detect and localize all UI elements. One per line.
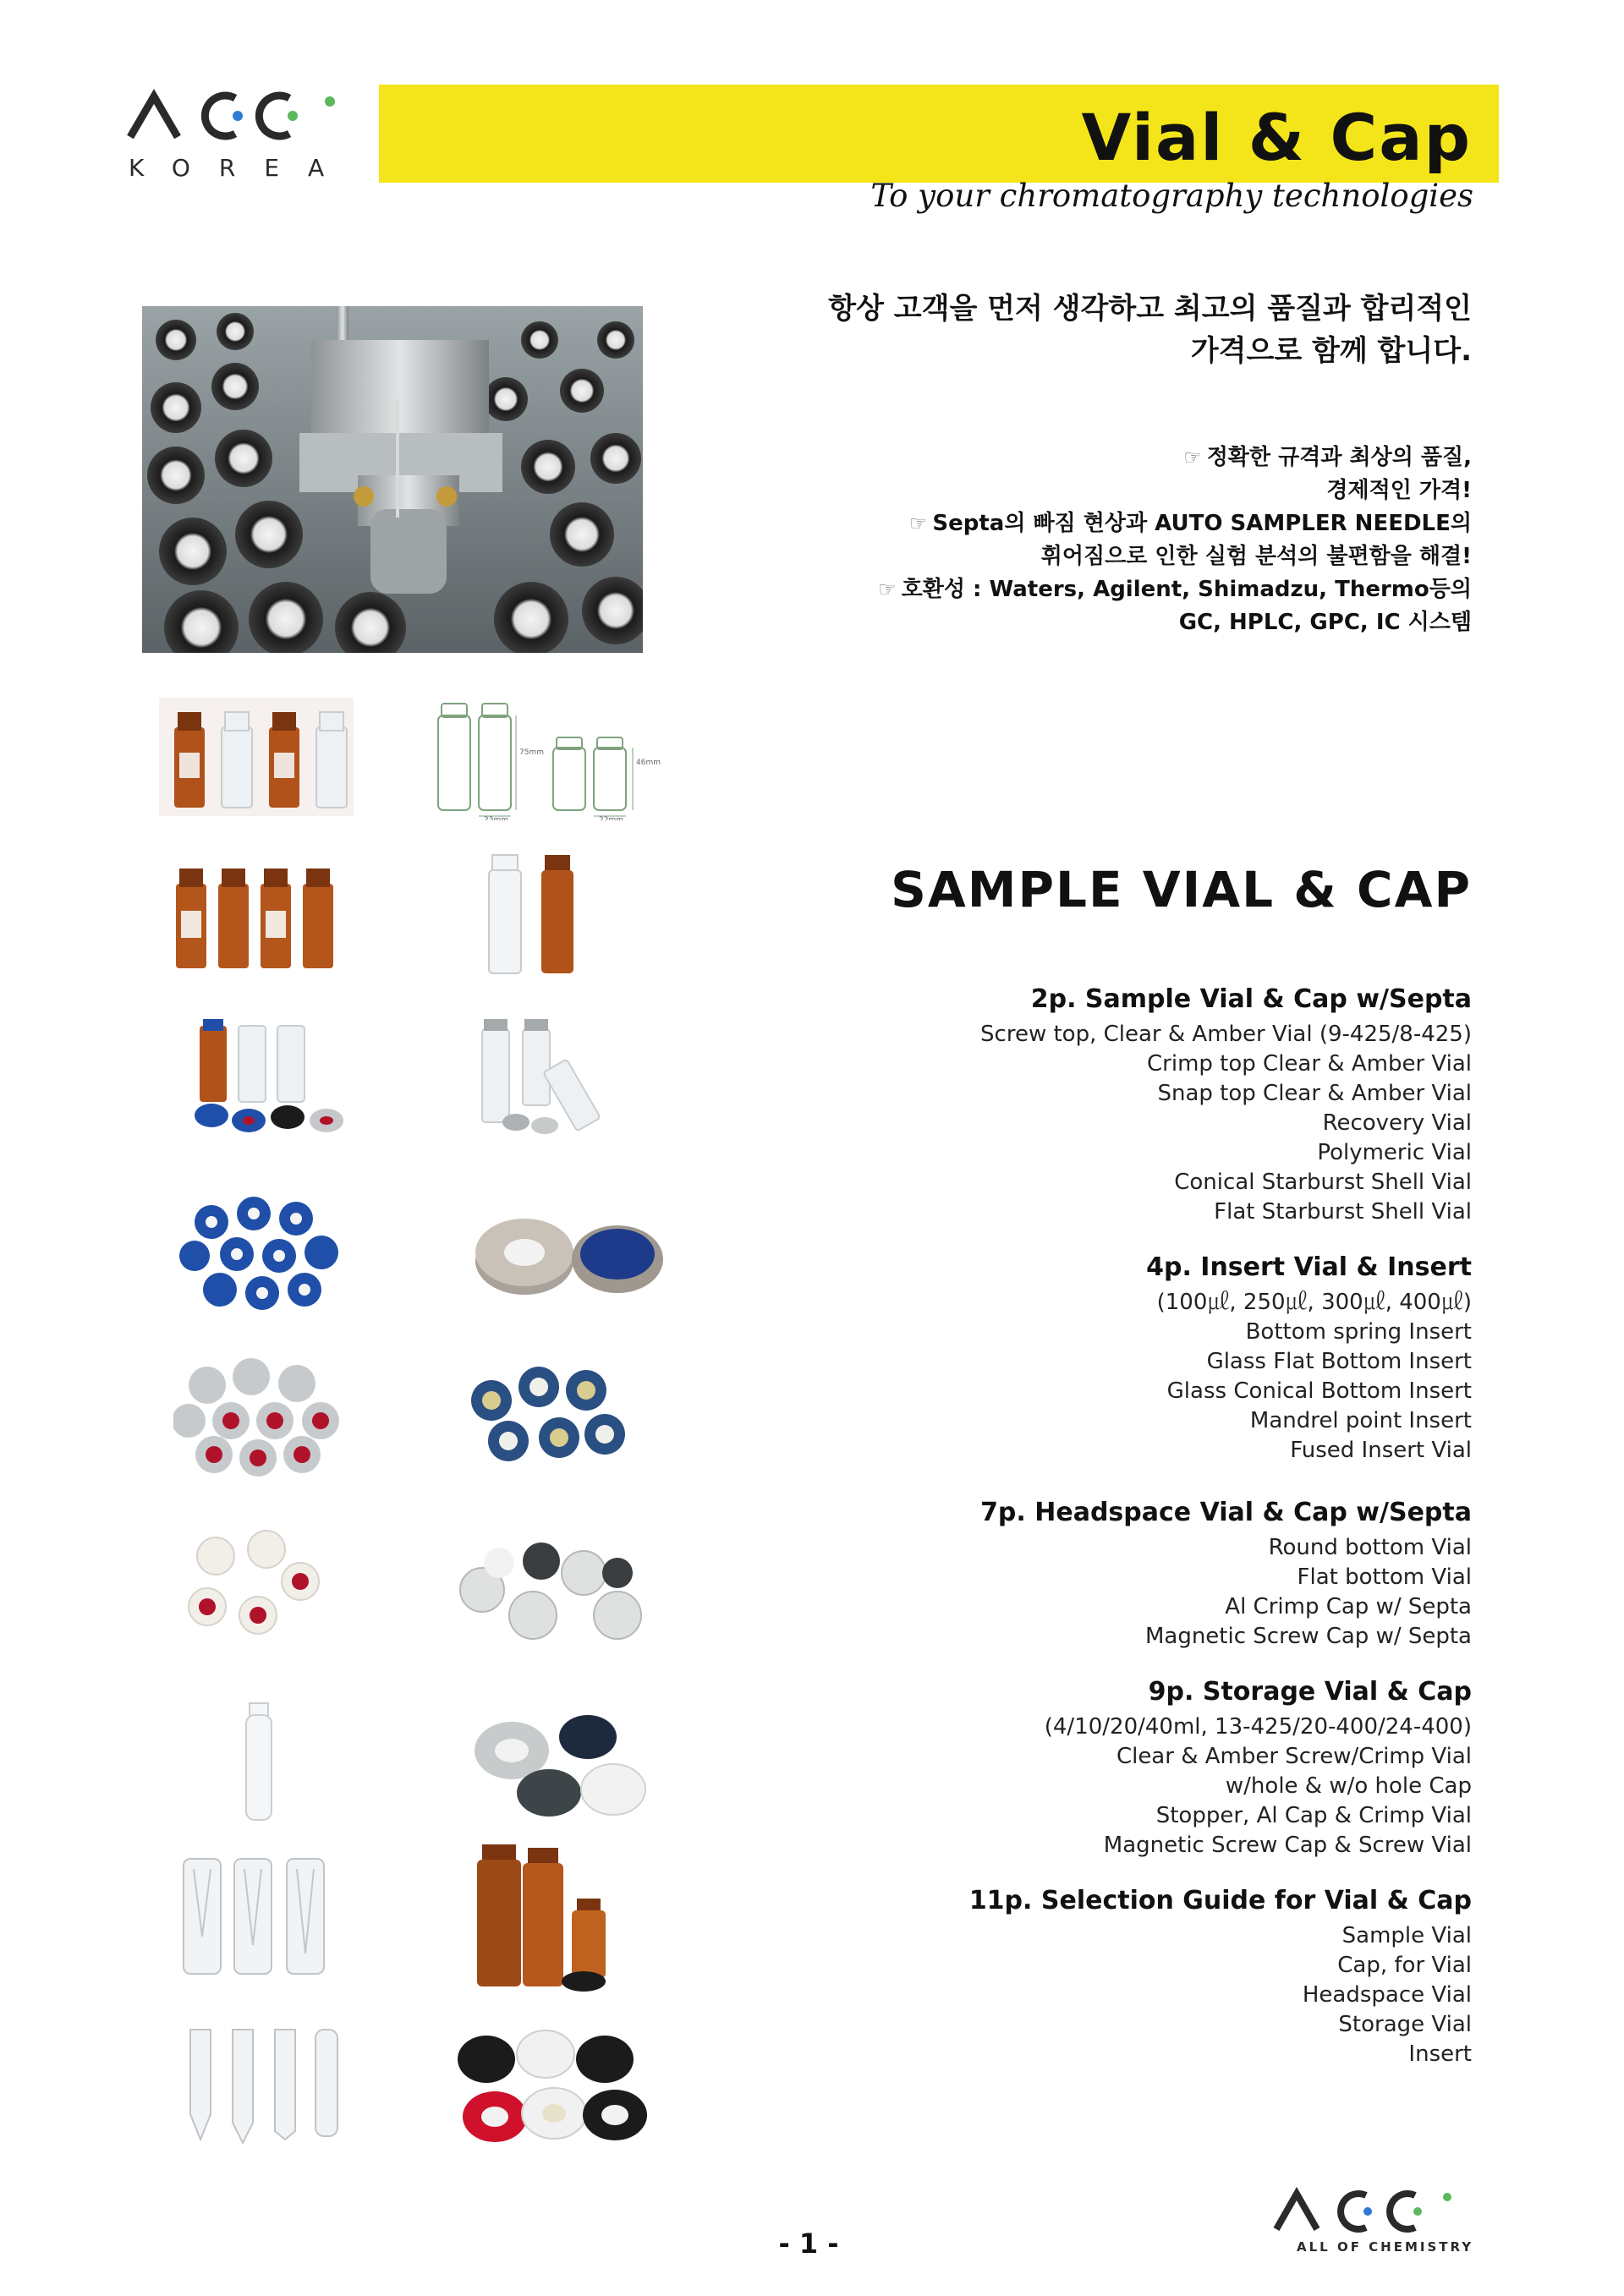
toc-item: Clear & Amber Screw/Crimp Vial xyxy=(1116,1744,1472,1769)
red-septa-crimp-caps-photo xyxy=(173,1353,385,1480)
table-of-contents xyxy=(863,981,1472,2091)
vial-dimension-diagram xyxy=(431,693,668,820)
toc-heading: 4p. Insert Vial & Insert xyxy=(1146,1252,1472,1282)
feature-line: 호환성 : Waters, Agilent, Shimadzu, Thermo등의 xyxy=(901,577,1472,602)
dimension-label: 23mm xyxy=(484,816,508,820)
amber-vials-photo xyxy=(151,850,362,977)
toc-heading: 2p. Sample Vial & Cap w/Septa xyxy=(1030,984,1472,1014)
slogan-line-2: 가격으로 함께 합니다. xyxy=(1190,334,1472,368)
feature-list xyxy=(710,441,1472,639)
toc-item: w/hole & w/o hole Cap xyxy=(1225,1773,1472,1799)
dimension-label: 22mm xyxy=(599,816,623,820)
feature-item xyxy=(710,573,1472,639)
section-title: SAMPLE VIAL & CAP xyxy=(891,861,1472,918)
magnetic-screw-caps-photo xyxy=(465,1188,677,1315)
tagline: To your chromatography technologies xyxy=(870,178,1473,214)
toc-item: Insert xyxy=(1408,2041,1472,2067)
toc-item: Mandrel point Insert xyxy=(1249,1408,1472,1433)
glass-inserts-photo xyxy=(173,2021,385,2148)
acc-korea-logo xyxy=(127,85,381,186)
insert-vials-photo xyxy=(173,1852,385,1979)
toc-item: Bottom spring Insert xyxy=(1245,1319,1472,1345)
white-caps-red-septa-photo xyxy=(173,1522,385,1649)
toc-heading: 7p. Headspace Vial & Cap w/Septa xyxy=(980,1498,1472,1527)
toc-group xyxy=(863,1249,1472,1466)
toc-item: Glass Conical Bottom Insert xyxy=(1166,1378,1472,1404)
slogan xyxy=(795,288,1472,372)
amber-clear-vials-photo xyxy=(151,693,362,820)
toc-item: Sample Vial xyxy=(1341,1923,1472,1948)
dimension-label: 75mm xyxy=(519,748,544,757)
toc-item: Fused Insert Vial xyxy=(1290,1438,1472,1463)
toc-item: Glass Flat Bottom Insert xyxy=(1206,1349,1472,1374)
page-number: - 1 - xyxy=(778,2228,839,2260)
vial-aluminum-caps-photo xyxy=(474,1011,685,1137)
toc-item: Round bottom Vial xyxy=(1268,1535,1472,1560)
acc-footer-logo xyxy=(1273,2182,1484,2258)
logo-subtext: KOREA xyxy=(129,154,354,182)
feature-line: Septa의 빠짐 현상과 AUTO SAMPLER NEEDLE의 xyxy=(932,511,1472,536)
toc-item: Cap, for Vial xyxy=(1337,1953,1472,1978)
toc-item: (4/10/20/40ml, 13-425/20-400/24-400) xyxy=(1044,1714,1472,1740)
toc-item: Headspace Vial xyxy=(1302,1982,1472,2008)
toc-group xyxy=(863,1882,1472,2069)
feature-line: GC, HPLC, GPC, IC 시스템 xyxy=(1178,610,1472,635)
toc-group xyxy=(863,1674,1472,1860)
feature-item xyxy=(710,507,1472,573)
page-title: Vial & Cap xyxy=(1081,100,1472,175)
footer-logo-tagline: ALL OF CHEMISTRY xyxy=(1297,2239,1474,2255)
toc-heading: 9p. Storage Vial & Cap xyxy=(1148,1677,1472,1707)
pointing-hand-icon: ☞ xyxy=(908,512,928,535)
crimp-vials-caps-photo xyxy=(178,1011,389,1137)
toc-item: Crimp top Clear & Amber Vial xyxy=(1147,1051,1472,1077)
toc-group xyxy=(863,981,1472,1227)
feature-line: 휘어짐으로 인한 실험 분석의 불편함을 해결! xyxy=(1040,544,1472,569)
slogan-line-1: 항상 고객을 먼저 생각하고 최고의 품질과 합리적인 xyxy=(828,292,1472,326)
autosampler-photo xyxy=(142,306,643,653)
toc-item: Flat Starburst Shell Vial xyxy=(1214,1199,1472,1225)
toc-item: (100㎕, 250㎕, 300㎕, 400㎕) xyxy=(1156,1290,1472,1315)
blue-gold-crimp-caps-photo xyxy=(461,1353,672,1480)
toc-item: Recovery Vial xyxy=(1322,1110,1472,1136)
toc-item: Flat bottom Vial xyxy=(1297,1564,1472,1590)
clear-amber-storage-vials-photo xyxy=(474,850,685,977)
toc-group xyxy=(863,1494,1472,1652)
toc-item: Al Crimp Cap w/ Septa xyxy=(1225,1594,1472,1619)
feature-line: 정확한 규격과 최상의 품질, xyxy=(1206,445,1472,470)
toc-item: Magnetic Screw Cap & Screw Vial xyxy=(1103,1833,1472,1858)
amber-storage-vials-photo xyxy=(474,1839,685,1966)
storage-caps-photo xyxy=(461,1700,672,1827)
toc-item: Storage Vial xyxy=(1338,2012,1472,2037)
polymeric-insert-vial-photo xyxy=(173,1700,385,1827)
toc-heading: 11p. Selection Guide for Vial & Cap xyxy=(968,1886,1472,1915)
toc-item: Magnetic Screw Cap w/ Septa xyxy=(1144,1624,1472,1649)
toc-item: Conical Starburst Shell Vial xyxy=(1174,1170,1472,1195)
toc-item: Polymeric Vial xyxy=(1317,1140,1472,1165)
toc-item: Snap top Clear & Amber Vial xyxy=(1157,1081,1472,1106)
dimension-label: 46mm xyxy=(636,759,661,767)
blue-screw-caps-photo xyxy=(178,1188,389,1315)
pointing-hand-icon: ☞ xyxy=(878,578,897,601)
colored-screw-caps-photo xyxy=(453,2025,664,2152)
toc-item: Stopper, Al Cap & Crimp Vial xyxy=(1155,1803,1472,1828)
toc-item: Screw top, Clear & Amber Vial (9-425/8-425) xyxy=(980,1022,1472,1047)
feature-item xyxy=(710,441,1472,507)
pointing-hand-icon: ☞ xyxy=(1183,446,1202,469)
feature-line: 경제적인 가격! xyxy=(1326,478,1472,503)
headspace-caps-photo xyxy=(448,1522,660,1649)
